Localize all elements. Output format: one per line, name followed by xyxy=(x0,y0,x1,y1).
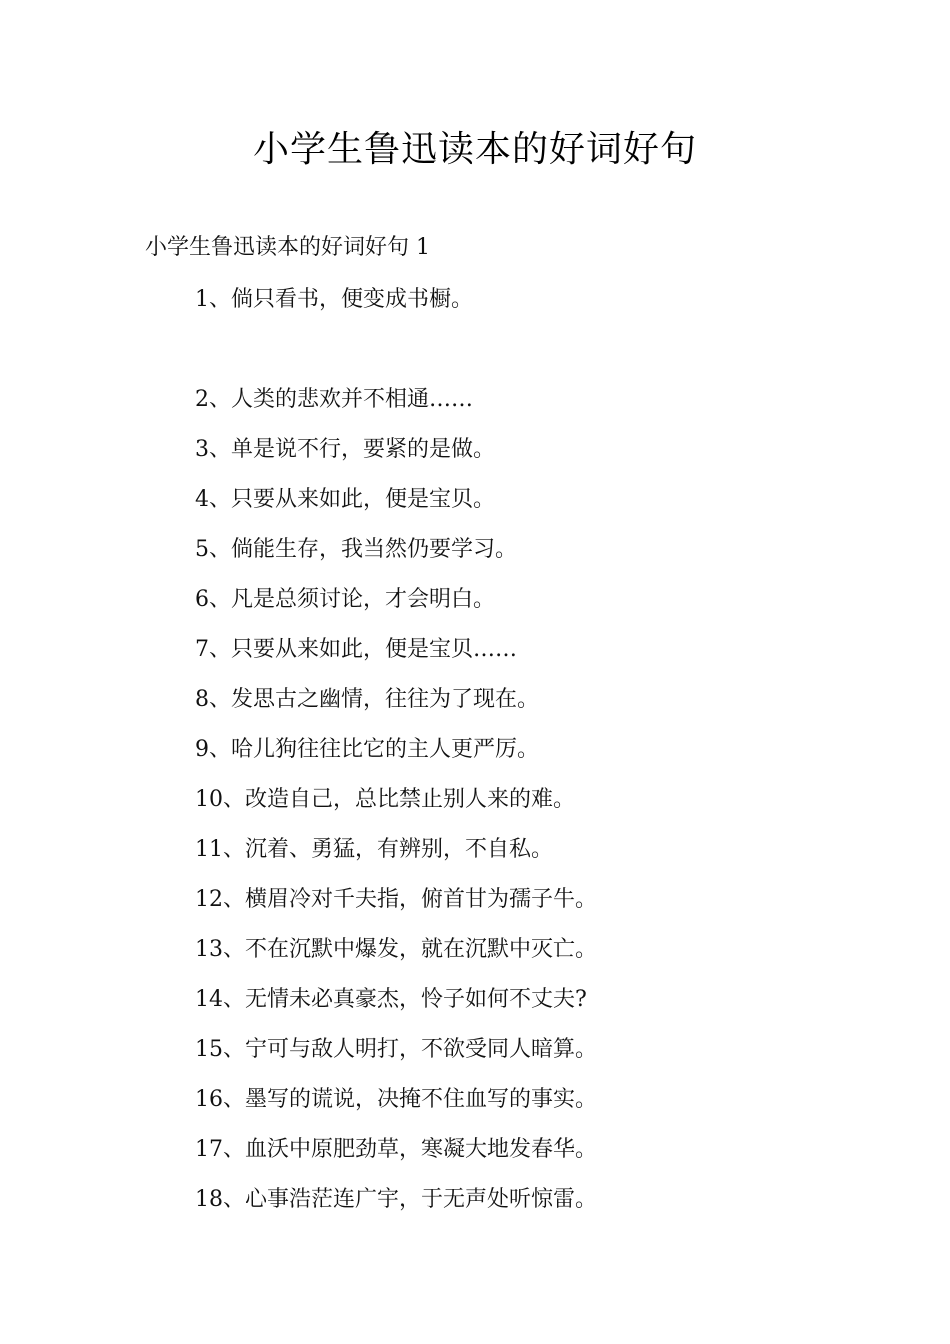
list-item: 5、倘能生存，我当然仍要学习。 xyxy=(195,537,517,562)
list-item: 14、无情未必真豪杰，怜子如何不丈夫? xyxy=(195,987,587,1012)
list-item: 8、发思古之幽情，往往为了现在。 xyxy=(195,687,539,712)
list-item: 17、血沃中原肥劲草，寒凝大地发春华。 xyxy=(195,1137,597,1162)
list-item: 10、改造自己，总比禁止别人来的难。 xyxy=(195,787,575,812)
list-item: 18、心事浩茫连广宇，于无声处听惊雷。 xyxy=(195,1187,597,1212)
list-item: 11、沉着、勇猛，有辨别，不自私。 xyxy=(195,837,553,862)
list-item: 2、人类的悲欢并不相通…… xyxy=(195,387,473,412)
list-item: 9、哈儿狗往往比它的主人更严厉。 xyxy=(195,737,539,762)
list-item: 4、只要从来如此，便是宝贝。 xyxy=(195,487,495,512)
list-item: 3、单是说不行，要紧的是做。 xyxy=(195,437,495,462)
list-item: 16、墨写的谎说，决掩不住血写的事实。 xyxy=(195,1087,597,1112)
list-item: 7、只要从来如此，便是宝贝…… xyxy=(195,637,517,662)
list-item: 6、凡是总须讨论，才会明白。 xyxy=(195,587,495,612)
list-item: 15、宁可与敌人明打，不欲受同人暗算。 xyxy=(195,1037,597,1062)
section-heading: 小学生鲁迅读本的好词好句 1 xyxy=(145,235,430,260)
list-item: 13、不在沉默中爆发，就在沉默中灭亡。 xyxy=(195,937,597,962)
document-title: 小学生鲁迅读本的好词好句 xyxy=(252,129,697,170)
list-item: 12、横眉冷对千夫指，俯首甘为孺子牛。 xyxy=(195,887,597,912)
list-item: 1、倘只看书，便变成书橱。 xyxy=(195,287,473,312)
quote-list xyxy=(195,282,597,1232)
